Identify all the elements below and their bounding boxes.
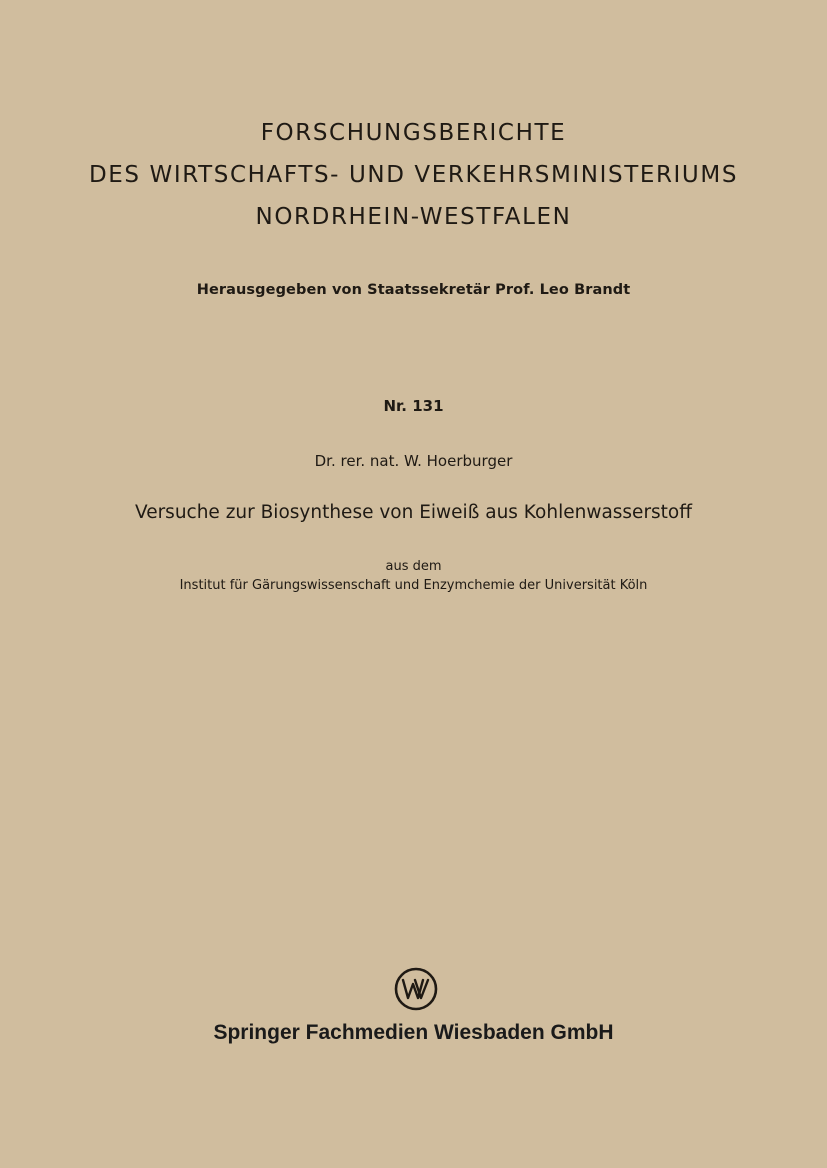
springer-wv-logo-icon [393, 966, 439, 1012]
volume-number: Nr. 131 [383, 397, 444, 415]
author-name: Dr. rer. nat. W. Hoerburger [314, 452, 513, 470]
series-title-line-2: DES WIRTSCHAFTS- UND VERKEHRSMINISTERIUMS [88, 162, 739, 188]
book-title: Versuche zur Biosynthese von Eiweiß aus Kohlenwasserstoff [134, 502, 693, 523]
publisher-name: Springer Fachmedien Wiesbaden GmbH [213, 1021, 614, 1044]
series-editor: Herausgegeben von Staatssekretär Prof. Leo Brandt [196, 282, 631, 298]
series-title-line-3: NORDRHEIN-WESTFALEN [255, 204, 572, 230]
origin-institute: Institut für Gärungswissenschaft und Enzymchemie der Universität Köln [179, 578, 648, 593]
series-title-line-1: FORSCHUNGSBERICHTE [260, 120, 567, 146]
origin-prefix: aus dem [385, 559, 442, 574]
